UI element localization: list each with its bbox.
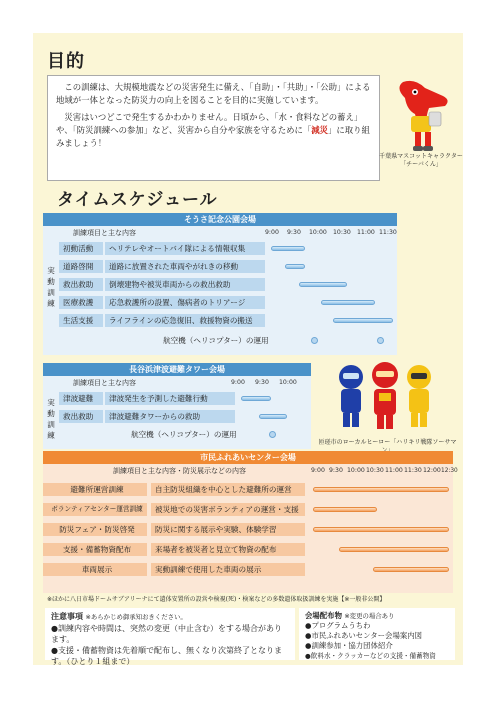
tick: 10:30 bbox=[333, 229, 351, 236]
row-description: 津波避難タワーからの救助 bbox=[105, 410, 235, 423]
tick: 9:30 bbox=[329, 467, 343, 474]
row-category: 避難所運営訓練 bbox=[43, 483, 147, 496]
row-description: 実動訓練で使用した車両の展示 bbox=[151, 563, 305, 576]
table-row bbox=[59, 426, 311, 443]
venue-hasehama-tower bbox=[43, 363, 311, 449]
tick: 11:00 bbox=[385, 467, 403, 474]
row-description: ライフラインの応急復旧、救援物資の搬送 bbox=[105, 314, 265, 327]
purpose-box bbox=[47, 75, 380, 181]
time-bar bbox=[313, 527, 449, 532]
table-row bbox=[43, 561, 453, 578]
distribution-title: 会場配布物 bbox=[305, 611, 342, 620]
table-row bbox=[43, 521, 453, 538]
tick: 9:00 bbox=[231, 379, 245, 386]
time-bar bbox=[285, 264, 305, 269]
local-hero-sosaman-icon bbox=[315, 361, 455, 431]
mascot-caption-line2: 「チーバくん」 bbox=[400, 161, 442, 168]
vertical-label: 実動訓練 bbox=[47, 398, 55, 440]
distribution-item: ●飲料水・クラッカーなどの支援・備蓄物資 bbox=[305, 652, 436, 660]
row-description: 防災に関する展示や実験、体験学習 bbox=[151, 523, 305, 536]
row-description: 被災地での災害ボランティアの運営・支援 bbox=[151, 503, 305, 516]
row-description: 倒壊建物や被災車両からの救出救助 bbox=[105, 278, 265, 291]
purpose-paragraph-1: この訓練は、大規模地震などの災害発生に備え、「自助」・「共助」・「公助」による地域が一体となった防災力の向上を図ることを目的に実施しています。 bbox=[56, 82, 371, 105]
time-bar bbox=[259, 414, 287, 419]
purpose-p2-pre: 災害はいつどこで発生するかわかりません。日頃から、「水・食料などの蓄え」や、「防災訓練への参加」など、災害から自分や家族を守るために「 bbox=[56, 112, 363, 135]
time-bar bbox=[313, 487, 449, 492]
row-category: 道路啓開 bbox=[59, 260, 103, 273]
tick: 9:00 bbox=[265, 229, 279, 236]
row-category: 防災フェア・防災啓発 bbox=[43, 523, 147, 536]
notes-item: ●訓練内容や時間は、突然の変更（中止含む）をする場合があります。 bbox=[51, 624, 282, 644]
tick: 12:00 bbox=[423, 467, 441, 474]
time-bar bbox=[321, 300, 375, 305]
venue-header: 訓練項目と主な内容 bbox=[73, 379, 136, 387]
tick: 10:00 bbox=[347, 467, 365, 474]
time-bar bbox=[241, 396, 271, 401]
table-row bbox=[43, 481, 453, 498]
distribution-box bbox=[299, 608, 455, 660]
row-description: 道路に放置された車両やがれきの移動 bbox=[105, 260, 265, 273]
row-category: 初動活動 bbox=[59, 242, 103, 255]
row-description: 応急救護所の設置、傷病者のトリアージ bbox=[105, 296, 265, 309]
row-description: 津波発生を予測した避難行動 bbox=[105, 392, 235, 405]
row-category: 津波避難 bbox=[59, 392, 103, 405]
mascot-caption bbox=[379, 153, 463, 169]
time-bar bbox=[373, 567, 449, 572]
venue-header: 訓練項目と主な内容 bbox=[73, 229, 136, 237]
row-category: 救出救助 bbox=[59, 278, 103, 291]
row-description: 航空機（ヘリコプター）の運用 bbox=[131, 430, 237, 439]
purpose-p2-post: 」に取り組みましょう！ bbox=[56, 125, 370, 148]
table-row bbox=[59, 276, 397, 293]
row-category: 医療救護 bbox=[59, 296, 103, 309]
table-row bbox=[59, 240, 397, 257]
table-row bbox=[59, 408, 311, 425]
time-bar bbox=[339, 547, 449, 552]
table-row bbox=[43, 541, 453, 558]
table-row bbox=[59, 390, 311, 407]
purpose-p2-emphasis: 減災 bbox=[311, 125, 329, 135]
venue-sousa-park bbox=[43, 213, 397, 355]
row-description: 自主防災組織を中心とした避難所の運営 bbox=[151, 483, 305, 496]
time-bar bbox=[333, 318, 393, 323]
tick: 11:30 bbox=[379, 229, 397, 236]
notes-subtitle: ※あらかじめ御承知おきください。 bbox=[85, 613, 187, 621]
row-description: 来場者を被災者と見立て物資の配布 bbox=[151, 543, 305, 556]
venue-title: 長谷浜津波避難タワー会場 bbox=[43, 363, 311, 376]
table-row bbox=[59, 332, 397, 349]
table-row bbox=[59, 312, 397, 329]
mascot-caption-line1: 千葉県マスコットキャラクター bbox=[379, 153, 463, 160]
table-row bbox=[59, 294, 397, 311]
tick: 9:30 bbox=[287, 229, 301, 236]
row-category: 車両展示 bbox=[43, 563, 147, 576]
row-category: ボランティアセンター運営訓練 bbox=[43, 503, 147, 516]
notes-box bbox=[45, 608, 295, 665]
row-description: 航空機（ヘリコプター）の運用 bbox=[163, 336, 269, 345]
time-dot bbox=[377, 337, 384, 344]
tick: 9:00 bbox=[311, 467, 325, 474]
notes-item: ●支援・備蓄物資は先着順で配布し、無くなり次第終了となります。（ひとり１組まで） bbox=[51, 646, 282, 665]
row-description: ヘリテレやオートバイ隊による情報収集 bbox=[105, 242, 265, 255]
tick: 12:30 bbox=[441, 468, 458, 474]
hero-caption: 匝瑳市のローカルヒーロー「ハリキリ戦隊ソーサマ bbox=[318, 439, 457, 446]
venue-title: そうさ記念公園会場 bbox=[43, 213, 397, 226]
tick: 9:30 bbox=[255, 379, 269, 386]
venue-fureai-center bbox=[43, 451, 458, 593]
distribution-subtitle: ※変更の場合あり bbox=[344, 612, 395, 620]
vertical-label: 実動訓練 bbox=[47, 266, 55, 308]
purpose-title: 目的 bbox=[47, 51, 85, 72]
time-bar bbox=[271, 246, 305, 251]
purpose-paragraph-2 bbox=[56, 111, 371, 150]
tick: 10:00 bbox=[309, 229, 327, 236]
venue-header: 訓練項目と主な内容・防災展示などの内容 bbox=[113, 467, 246, 475]
time-dot bbox=[269, 431, 276, 438]
venue-title: 市民ふれあいセンター会場 bbox=[43, 451, 453, 464]
schedule-sheet bbox=[33, 33, 463, 665]
schedule-title: タイムスケジュール bbox=[57, 190, 218, 210]
tick: 11:00 bbox=[357, 229, 375, 236]
tick: 10:00 bbox=[279, 379, 297, 386]
row-category: 支援・備蓄物資配布 bbox=[43, 543, 147, 556]
tick: 10:30 bbox=[366, 467, 384, 474]
time-bar bbox=[299, 282, 347, 287]
mascot-chiba-kun-icon bbox=[385, 78, 455, 158]
notes-title: 注意事項 bbox=[51, 612, 83, 621]
time-dot bbox=[311, 337, 318, 344]
table-row bbox=[59, 258, 397, 275]
tick: 11:30 bbox=[404, 467, 422, 474]
row-category: 生活支援 bbox=[59, 314, 103, 327]
footnote: ※ほかに八日市場ドームサブアリーナにて遺体安置所の設営や検視(死)・検案などの多数遺体取扱訓練を実施【※一般非公開】 bbox=[47, 596, 386, 603]
time-bar bbox=[313, 507, 377, 512]
distribution-item: ●プログラムうちわ bbox=[305, 621, 371, 630]
row-category: 救出救助 bbox=[59, 410, 103, 423]
table-row bbox=[43, 501, 453, 518]
distribution-item: ●市民ふれあいセンター会場案内図 bbox=[305, 631, 423, 640]
distribution-item: ●訓練参加・協力団体紹介 bbox=[305, 641, 393, 650]
